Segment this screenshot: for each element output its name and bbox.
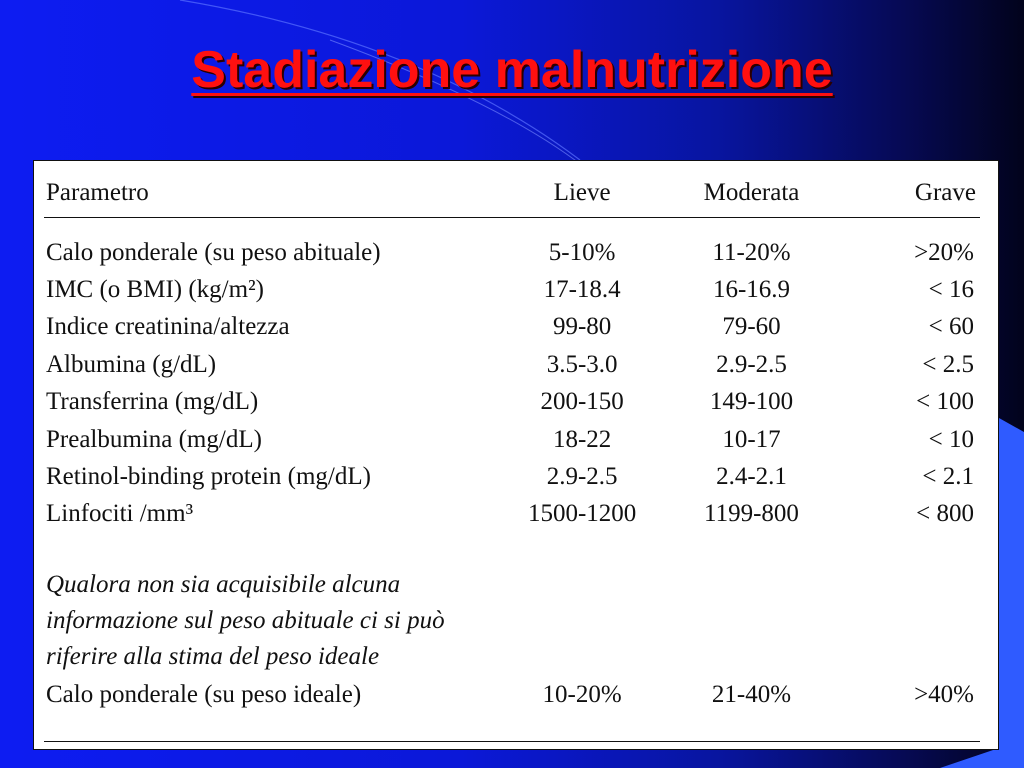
grave-cell: < 800 (916, 500, 974, 528)
grave-cell: < 2.1 (922, 463, 974, 491)
param-cell: Retinol-binding protein (mg/dL) (46, 463, 371, 491)
slide-title: Stadiazione malnutrizione (191, 41, 833, 99)
lieve-cell: 18-22 (552, 425, 612, 453)
header-moderata: Moderata (652, 169, 850, 218)
param-cell: Linfociti /mm³ (46, 500, 194, 528)
moderata-cell: 2.4-2.1 (716, 463, 787, 491)
param-cell: Indice creatinina/altezza (46, 313, 290, 341)
table-row-final (44, 675, 980, 715)
lieve-cell: 200-150 (540, 388, 624, 416)
lieve-cell: 17-18.4 (543, 276, 621, 304)
table-row (44, 234, 980, 271)
moderata-cell: 79-60 (722, 313, 781, 341)
moderata-cell: 21-40% (711, 681, 792, 709)
note-text: informazione sul peso abituale ci si può (46, 607, 445, 635)
param-cell: Prealbumina (mg/dL) (46, 425, 262, 453)
param-cell: Calo ponderale (su peso abituale) (46, 238, 381, 266)
staging-table-panel (33, 160, 999, 750)
lieve-cell: 2.9-2.5 (546, 463, 618, 491)
moderata-cell: 2.9-2.5 (716, 350, 787, 378)
moderata-cell: 149-100 (709, 388, 794, 416)
table-header-row (44, 169, 980, 218)
spacer-row (44, 218, 980, 235)
note-line (44, 567, 980, 603)
table-row (44, 271, 980, 308)
note-line (44, 603, 980, 639)
table-bottom-rule (44, 741, 980, 742)
lieve-cell: 5-10% (548, 238, 616, 266)
header-lieve: Lieve (512, 169, 653, 218)
grave-cell: < 10 (928, 425, 974, 453)
staging-table (44, 169, 980, 715)
moderata-cell: 16-16.9 (712, 276, 791, 304)
grave-cell: >20% (914, 238, 974, 266)
table-row (44, 458, 980, 495)
param-cell: Transferrina (mg/dL) (46, 388, 259, 416)
moderata-cell: 11-20% (712, 238, 791, 266)
note-text: Qualora non sia acquisibile alcuna (46, 571, 401, 599)
note-text: riferire alla stima del peso ideale (46, 643, 380, 671)
grave-cell: < 100 (916, 388, 974, 416)
table-row (44, 346, 980, 383)
param-cell: Calo ponderale (su peso ideale) (46, 681, 362, 709)
grave-cell: < 16 (928, 276, 974, 304)
spacer-row (44, 533, 980, 567)
table-row (44, 384, 980, 421)
table-row (44, 421, 980, 458)
lieve-cell: 1500-1200 (527, 500, 637, 528)
param-cell: Albumina (g/dL) (46, 350, 217, 378)
param-cell: IMC (o BMI) (kg/m²) (46, 276, 264, 304)
grave-cell: >40% (914, 681, 974, 709)
header-parametro: Parametro (44, 169, 512, 218)
lieve-cell: 3.5-3.0 (546, 350, 618, 378)
table-row (44, 496, 980, 533)
lieve-cell: 10-20% (542, 681, 622, 709)
table-row (44, 309, 980, 346)
moderata-cell: 10-17 (722, 425, 781, 453)
grave-cell: < 60 (928, 313, 974, 341)
moderata-cell: 1199-800 (704, 500, 799, 528)
header-grave: Grave (851, 169, 981, 218)
lieve-cell: 99-80 (552, 313, 612, 341)
note-line (44, 639, 980, 675)
grave-cell: < 2.5 (922, 350, 974, 378)
